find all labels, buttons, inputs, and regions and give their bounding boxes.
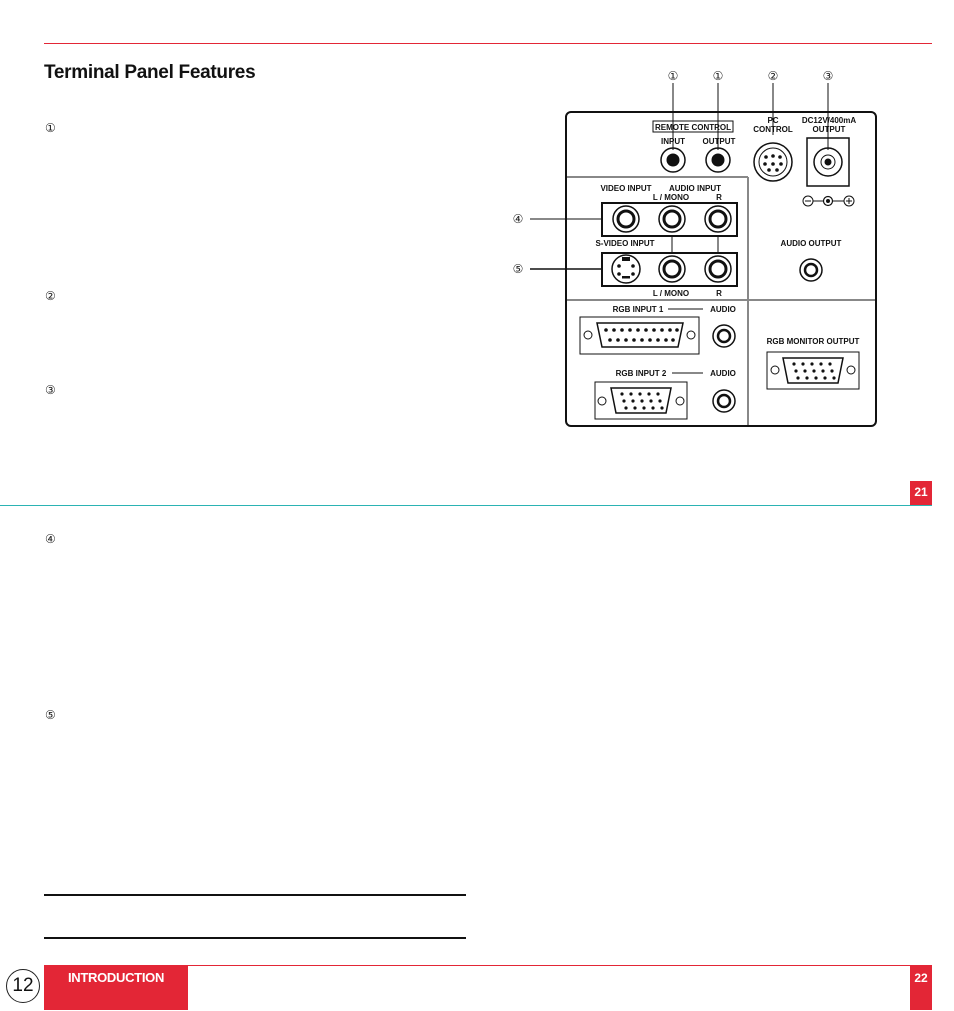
label-rgb-monitor-output: RGB MONITOR OUTPUT <box>766 337 860 346</box>
label-svideo-input: S-VIDEO INPUT <box>595 239 655 248</box>
callout-1b: ① <box>712 69 724 83</box>
label-l-mono: L / MONO <box>652 193 690 202</box>
callout-5: ⑤ <box>512 262 524 276</box>
callout-1a: ① <box>667 69 679 83</box>
pc-control-port <box>754 143 792 181</box>
page-number: 12 <box>6 969 40 1003</box>
label-audio-input: AUDIO INPUT <box>669 184 721 193</box>
label-pc: PC <box>767 116 779 125</box>
marker-2: ② <box>45 289 56 303</box>
callout-4: ④ <box>512 212 524 226</box>
label-video-input: VIDEO INPUT <box>600 184 652 193</box>
label-r-2: R <box>716 289 722 298</box>
label-rgb-input-2: RGB INPUT 2 <box>615 369 667 378</box>
note-rule-top <box>44 894 466 896</box>
label-r: R <box>716 193 722 202</box>
label-rgb-input-1: RGB INPUT 1 <box>612 305 664 314</box>
callout-2: ② <box>767 69 779 83</box>
rgb-audio-2-jack <box>713 390 735 412</box>
label-control: CONTROL <box>753 125 793 134</box>
section-tab: INTRODUCTION <box>44 966 188 1010</box>
label-audio-output: AUDIO OUTPUT <box>780 239 842 248</box>
marker-5: ⑤ <box>45 708 56 722</box>
audio-output-jack <box>800 259 822 281</box>
section-divider <box>0 505 932 506</box>
note-rule-bottom <box>44 937 466 939</box>
label-remote-control: REMOTE CONTROL <box>655 123 731 132</box>
marker-4: ④ <box>45 532 56 546</box>
label-audio-2: AUDIO <box>710 369 736 378</box>
marker-1: ① <box>45 121 56 135</box>
callout-3: ③ <box>822 69 834 83</box>
label-dc: DC12V/400mA <box>801 116 857 125</box>
marker-3: ③ <box>45 383 56 397</box>
page-marker-bottom: 22 <box>910 966 932 1010</box>
label-dc-output: OUTPUT <box>812 125 846 134</box>
label-audio-1: AUDIO <box>710 305 736 314</box>
label-l-mono-2: L / MONO <box>652 289 690 298</box>
rgb-audio-1-jack <box>713 325 735 347</box>
terminal-panel-diagram <box>0 0 954 470</box>
page-title: Terminal Panel Features <box>44 62 256 83</box>
label-remote-input: INPUT <box>661 137 685 146</box>
page-marker-top: 21 <box>910 481 932 505</box>
label-remote-output: OUTPUT <box>702 137 736 146</box>
